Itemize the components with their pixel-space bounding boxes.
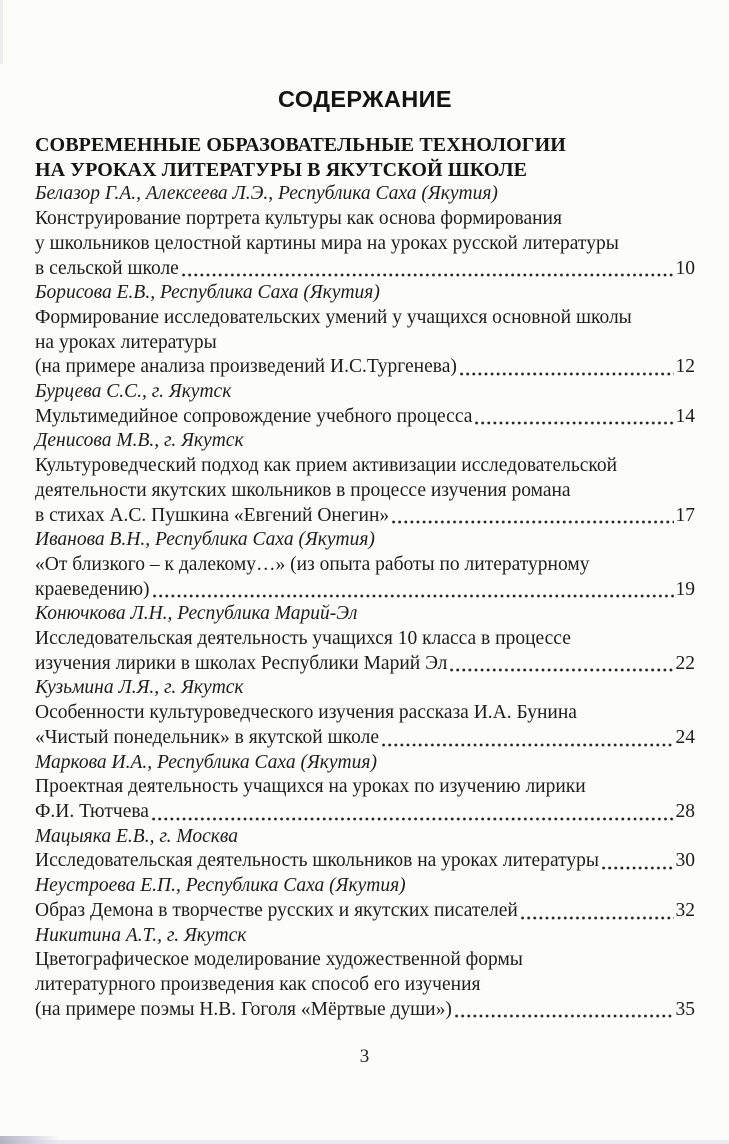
toc-entry (35, 429, 695, 528)
entry-authors: Бурцева С.С., г. Якутск (35, 381, 232, 403)
entry-title-tail: изучения лирики в школах Республики Марий Эл (35, 652, 448, 674)
dot-leader (150, 578, 676, 603)
toc-entry (35, 380, 695, 429)
entry-page-number: 35 (675, 998, 695, 1020)
entry-title-line: Формирование исследовательских умений у учащихся основной школы (35, 306, 632, 328)
dot-leader (518, 899, 676, 924)
toc-entry (35, 874, 695, 923)
dot-leader (447, 652, 675, 677)
entry-title-tail: в стихах А.С. Пушкина «Евгений Онегин» (35, 504, 390, 526)
toc-entry (35, 528, 695, 602)
entry-title-tail: в сельской школе (35, 257, 179, 279)
entry-leader-line (35, 578, 695, 603)
toc-entry (35, 676, 695, 750)
entry-authors: Денисова М.В., г. Якутск (35, 430, 244, 452)
entry-page-number: 30 (675, 850, 695, 872)
entry-title-line: литературного произведения как способ его изучения (35, 973, 481, 995)
entry-title-tail: (на примере анализа произведений И.С.Тургенева) (35, 356, 457, 378)
entry-page-number: 22 (675, 652, 695, 674)
entry-leader-line (35, 257, 695, 282)
entry-leader-line (35, 652, 695, 677)
dot-leader (149, 800, 676, 825)
dot-leader (452, 998, 676, 1023)
dot-leader (599, 849, 676, 874)
entry-title-tail: Ф.И. Тютчева (35, 800, 149, 822)
scan-edge-smudge (0, 1136, 60, 1144)
entry-page-number: 32 (675, 899, 695, 921)
toc-entry (35, 602, 695, 676)
toc-entry (35, 182, 695, 281)
entry-title-line: Цветографическое моделирование художественной формы (35, 949, 523, 971)
entry-authors: Никитина А.Т., г. Якутск (35, 924, 247, 946)
scan-edge-left (0, 0, 3, 64)
entry-title-line: Культуроведческий подход как прием активизации исследовательской (35, 455, 618, 477)
entry-leader-line (35, 800, 695, 825)
section-heading (35, 133, 695, 182)
section-heading-line2: НА УРОКАХ ЛИТЕРАТУРЫ В ЯКУТСКОЙ ШКОЛЕ (35, 158, 528, 181)
entry-leader-line (35, 849, 695, 874)
entry-leader-line (35, 998, 695, 1023)
entry-page-number: 14 (675, 405, 695, 427)
entry-page-number: 17 (675, 504, 695, 526)
entry-title-tail: Образ Демона в творчестве русских и якутских писателей (35, 899, 518, 921)
entry-page-number: 24 (675, 726, 695, 748)
entry-title-line: на уроках литературы (35, 331, 217, 353)
entry-leader-line (35, 726, 695, 751)
entry-page-number: 19 (675, 578, 695, 600)
toc-entry (35, 281, 695, 380)
toc-entry (35, 825, 695, 874)
dot-leader (457, 355, 676, 380)
entry-leader-line (35, 504, 695, 529)
dot-leader (389, 504, 675, 529)
dot-leader (379, 726, 676, 751)
section-heading-line1: СОВРЕМЕННЫЕ ОБРАЗОВАТЕЛЬНЫЕ ТЕХНОЛОГИИ (35, 134, 566, 156)
entry-title-tail: (на примере поэмы Н.В. Гоголя «Мёртвые души») (35, 998, 452, 1020)
entry-title-tail: «Чистый понедельник» в якутской школе (35, 726, 379, 748)
entry-title-tail: Мультимедийное сопровождение учебного процесса (35, 405, 473, 427)
entry-title-line: Проектная деятельность учащихся на уроках по изучению лирики (35, 776, 586, 798)
entry-leader-line (35, 405, 695, 430)
entry-title-line: Конструирование портрета культуры как основа формирования (35, 208, 562, 230)
entry-leader-line (35, 899, 695, 924)
toc-entry (35, 751, 695, 825)
dot-leader (179, 257, 676, 282)
entry-title-line: Особенности культуроведческого изучения рассказа И.А. Бунина (35, 702, 577, 724)
entry-authors: Неустроева Е.П., Республика Саха (Якутия) (35, 875, 406, 897)
entry-authors: Белазор Г.А., Алексеева Л.Э., Республика Саха (Якутия) (35, 183, 498, 205)
dot-leader (472, 405, 675, 430)
entry-title-line: у школьников целостной картины мира на уроках русской литературы (35, 232, 619, 254)
entry-title-line: «От близкого – к далекому…» (из опыта работы по литературному (35, 553, 590, 575)
entry-authors: Маркова И.А., Республика Саха (Якутия) (35, 751, 377, 773)
entry-page-number: 10 (675, 257, 695, 279)
table-of-contents (35, 86, 695, 1022)
entry-authors: Борисова Е.В., Республика Саха (Якутия) (35, 282, 380, 304)
entry-title-line: деятельности якутских школьников в процессе изучения романа (35, 479, 571, 501)
entry-page-number: 12 (675, 356, 695, 378)
entry-page-number: 28 (675, 800, 695, 822)
entry-leader-line (35, 355, 695, 380)
entry-authors: Мацыяка Е.В., г. Москва (35, 825, 238, 847)
entry-title-tail: краеведению) (35, 578, 150, 600)
entry-title-tail: Исследовательская деятельность школьников на уроках литературы (35, 850, 599, 872)
entry-authors: Кузьмина Л.Я., г. Якутск (35, 677, 244, 699)
page-title: СОДЕРЖАНИЕ (278, 86, 452, 112)
entry-title-line: Исследовательская деятельность учащихся 10 класса в процессе (35, 628, 571, 650)
entry-authors: Конючкова Л.Н., Республика Марий-Эл (35, 603, 358, 625)
scan-edge-bottom (0, 1140, 729, 1144)
folio-page-number: 3 (359, 1046, 370, 1067)
toc-entry (35, 924, 695, 1023)
entry-authors: Иванова В.Н., Республика Саха (Якутия) (35, 529, 375, 551)
